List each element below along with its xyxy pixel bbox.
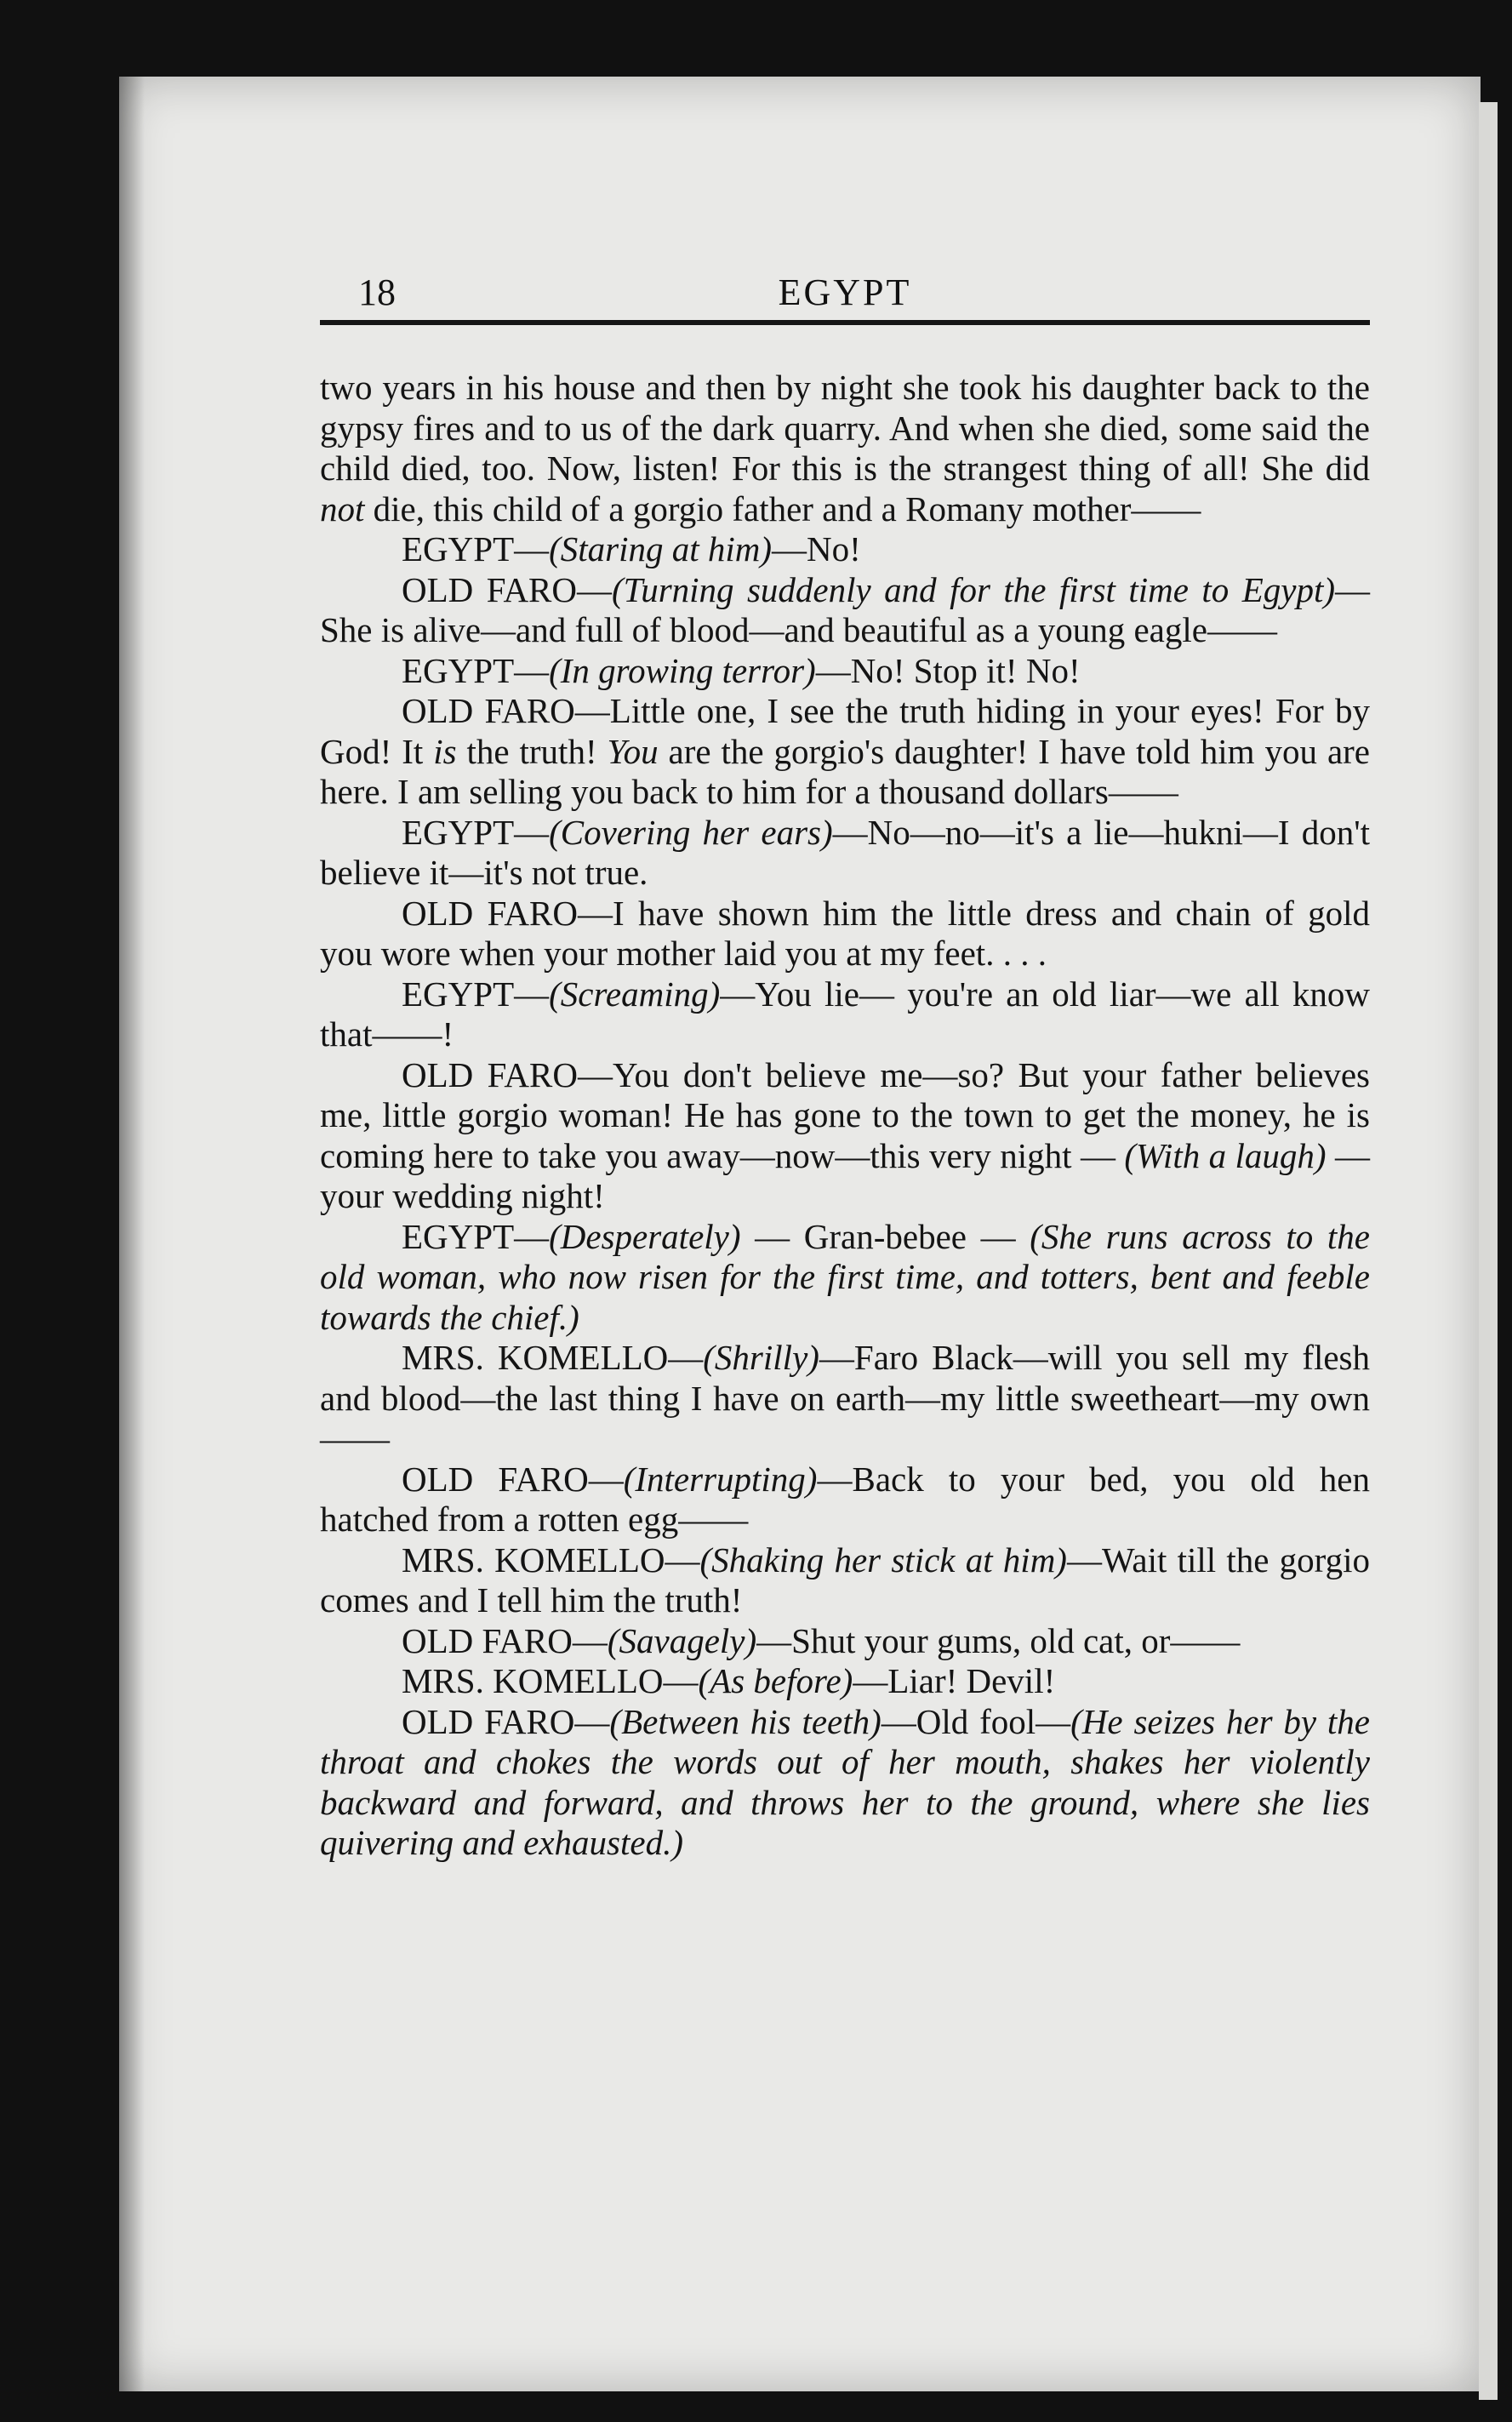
dialogue-text: — your wedding night! — [320, 1135, 1371, 1215]
stage-direction: (Savagely) — [607, 1620, 757, 1660]
dialogue-text: —Old fool— — [881, 1701, 1071, 1741]
dialogue-text: the truth! — [456, 731, 608, 771]
dialogue-text: OLD FARO— — [402, 1620, 608, 1660]
continuation-paragraph — [320, 368, 1370, 529]
stage-direction: (Desperately) — [549, 1216, 741, 1256]
dialogue-paragraph — [320, 1338, 1370, 1459]
next-page-edge — [1479, 102, 1498, 2400]
dialogue-text: are the gorgio's daughter! I have told him you are here. I am selling you back to him for a thousand dollars—— — [320, 731, 1370, 811]
dialogue-text: MRS. KOMELLO— — [402, 1539, 700, 1579]
dialogue-text: OLD FARO— — [402, 1459, 624, 1499]
stage-direction: (As before) — [698, 1661, 853, 1700]
dialogue-paragraph — [320, 1621, 1370, 1662]
stage-direction: (Turning suddenly and for the first time to Egypt) — [612, 569, 1335, 609]
text-column — [320, 368, 1370, 1864]
dialogue-text: —No—no—it's a lie—hukni—I don't believe it—it's not true. — [320, 812, 1370, 892]
stage-direction: (She runs across to the old woman, who now risen for the first time, and totters, bent and feeble towards the chief.) — [320, 1216, 1370, 1337]
dialogue-paragraph — [320, 570, 1370, 651]
stage-direction: (Covering her ears) — [549, 812, 833, 852]
stage-direction: (In growing terror) — [549, 650, 816, 690]
dialogue-text: EGYPT— — [402, 650, 550, 690]
dialogue-text: —Liar! Devil! — [853, 1661, 1056, 1700]
dialogue-paragraph — [320, 1217, 1370, 1339]
stage-direction: You — [607, 731, 659, 771]
dialogue-text: EGYPT— — [402, 1216, 550, 1256]
dialogue-paragraph — [320, 894, 1370, 974]
stage-direction: (Screaming) — [549, 974, 721, 1014]
dialogue-text: —Wait till the gorgio comes and I tell him the truth! — [320, 1539, 1370, 1619]
header-rule — [320, 320, 1370, 325]
dialogue-text: —Back to your bed, you old hen hatched from a rotten egg—— — [320, 1459, 1371, 1539]
dialogue-text: — Gran-bebee — — [740, 1216, 1030, 1256]
dialogue-paragraph — [320, 1459, 1370, 1540]
dialogue-text: OLD FARO— — [402, 1701, 610, 1741]
running-title: EGYPT — [778, 271, 912, 313]
dialogue-text: MRS. KOMELLO— — [402, 1661, 699, 1700]
stage-direction: not — [320, 488, 365, 528]
dialogue-paragraph — [320, 1055, 1370, 1217]
dialogue-text: OLD FARO—Little one, I see the truth hiding in your eyes! For by God! It — [320, 691, 1370, 771]
page-number: 18 — [358, 271, 396, 313]
stage-direction: (Shrilly) — [703, 1338, 819, 1377]
dialogue-paragraph — [320, 691, 1370, 813]
stage-direction: (Shaking her stick at him) — [699, 1539, 1067, 1579]
dialogue-text: EGYPT— — [402, 529, 550, 568]
dialogue-text: —She is alive—and full of blood—and beautiful as a young eagle—— — [320, 569, 1370, 649]
dialogue-paragraph — [320, 1702, 1370, 1864]
dialogue-text: —You lie— you're an old liar—we all know that——! — [320, 974, 1370, 1054]
dialogue-text: OLD FARO— — [402, 569, 613, 609]
dialogue-text: die, this child of a gorgio father and a Romany mother—— — [364, 488, 1201, 528]
stage-direction: (Interrupting) — [623, 1459, 818, 1499]
dialogue-text: EGYPT— — [402, 974, 550, 1014]
stage-direction: (Between his teeth) — [609, 1701, 882, 1741]
dialogue-paragraph — [320, 974, 1370, 1055]
dialogue-text: —No! — [772, 529, 861, 568]
dialogue-text: —No! Stop it! No! — [815, 650, 1081, 690]
dialogue-paragraph — [320, 529, 1370, 570]
dialogue-text: two years in his house and then by night she took his daughter back to the gypsy fires and to us of the dark quarry. And when she died, some said the child died, too. Now, listen! For this is the strangest thing of all! She did — [320, 368, 1370, 488]
dialogue-text: EGYPT— — [402, 812, 550, 852]
page-header — [320, 271, 1370, 322]
dialogue-paragraph — [320, 813, 1370, 894]
stage-direction: is — [433, 731, 457, 771]
dialogue-text: OLD FARO—I have shown him the little dress and chain of gold you wore when your mother laid you at my feet. . . . — [320, 893, 1370, 973]
dialogue-text: OLD FARO—You don't believe me—so? But your father believes me, little gorgio woman! He has gone to the town to get the money, he is coming here to take you away—now—this very night — — [320, 1054, 1370, 1175]
dialogue-text: —Shut your gums, old cat, or—— — [756, 1620, 1241, 1660]
dialogue-paragraph — [320, 651, 1370, 692]
dialogue-paragraph — [320, 1661, 1370, 1702]
dialogue-text: MRS. KOMELLO— — [402, 1338, 704, 1377]
dialogue-text: —Faro Black—will you sell my flesh and blood—the last thing I have on earth—my little sweetheart—my own—— — [320, 1338, 1371, 1458]
stage-direction: (He seizes her by the throat and chokes the words out of her mouth, shakes her violently backward and forward, and throws her to the ground, where she lies quivering and exhausted.) — [320, 1701, 1370, 1862]
dialogue-paragraph — [320, 1540, 1370, 1621]
stage-direction: (Staring at him) — [549, 529, 773, 568]
stage-direction: (With a laugh) — [1124, 1135, 1327, 1175]
